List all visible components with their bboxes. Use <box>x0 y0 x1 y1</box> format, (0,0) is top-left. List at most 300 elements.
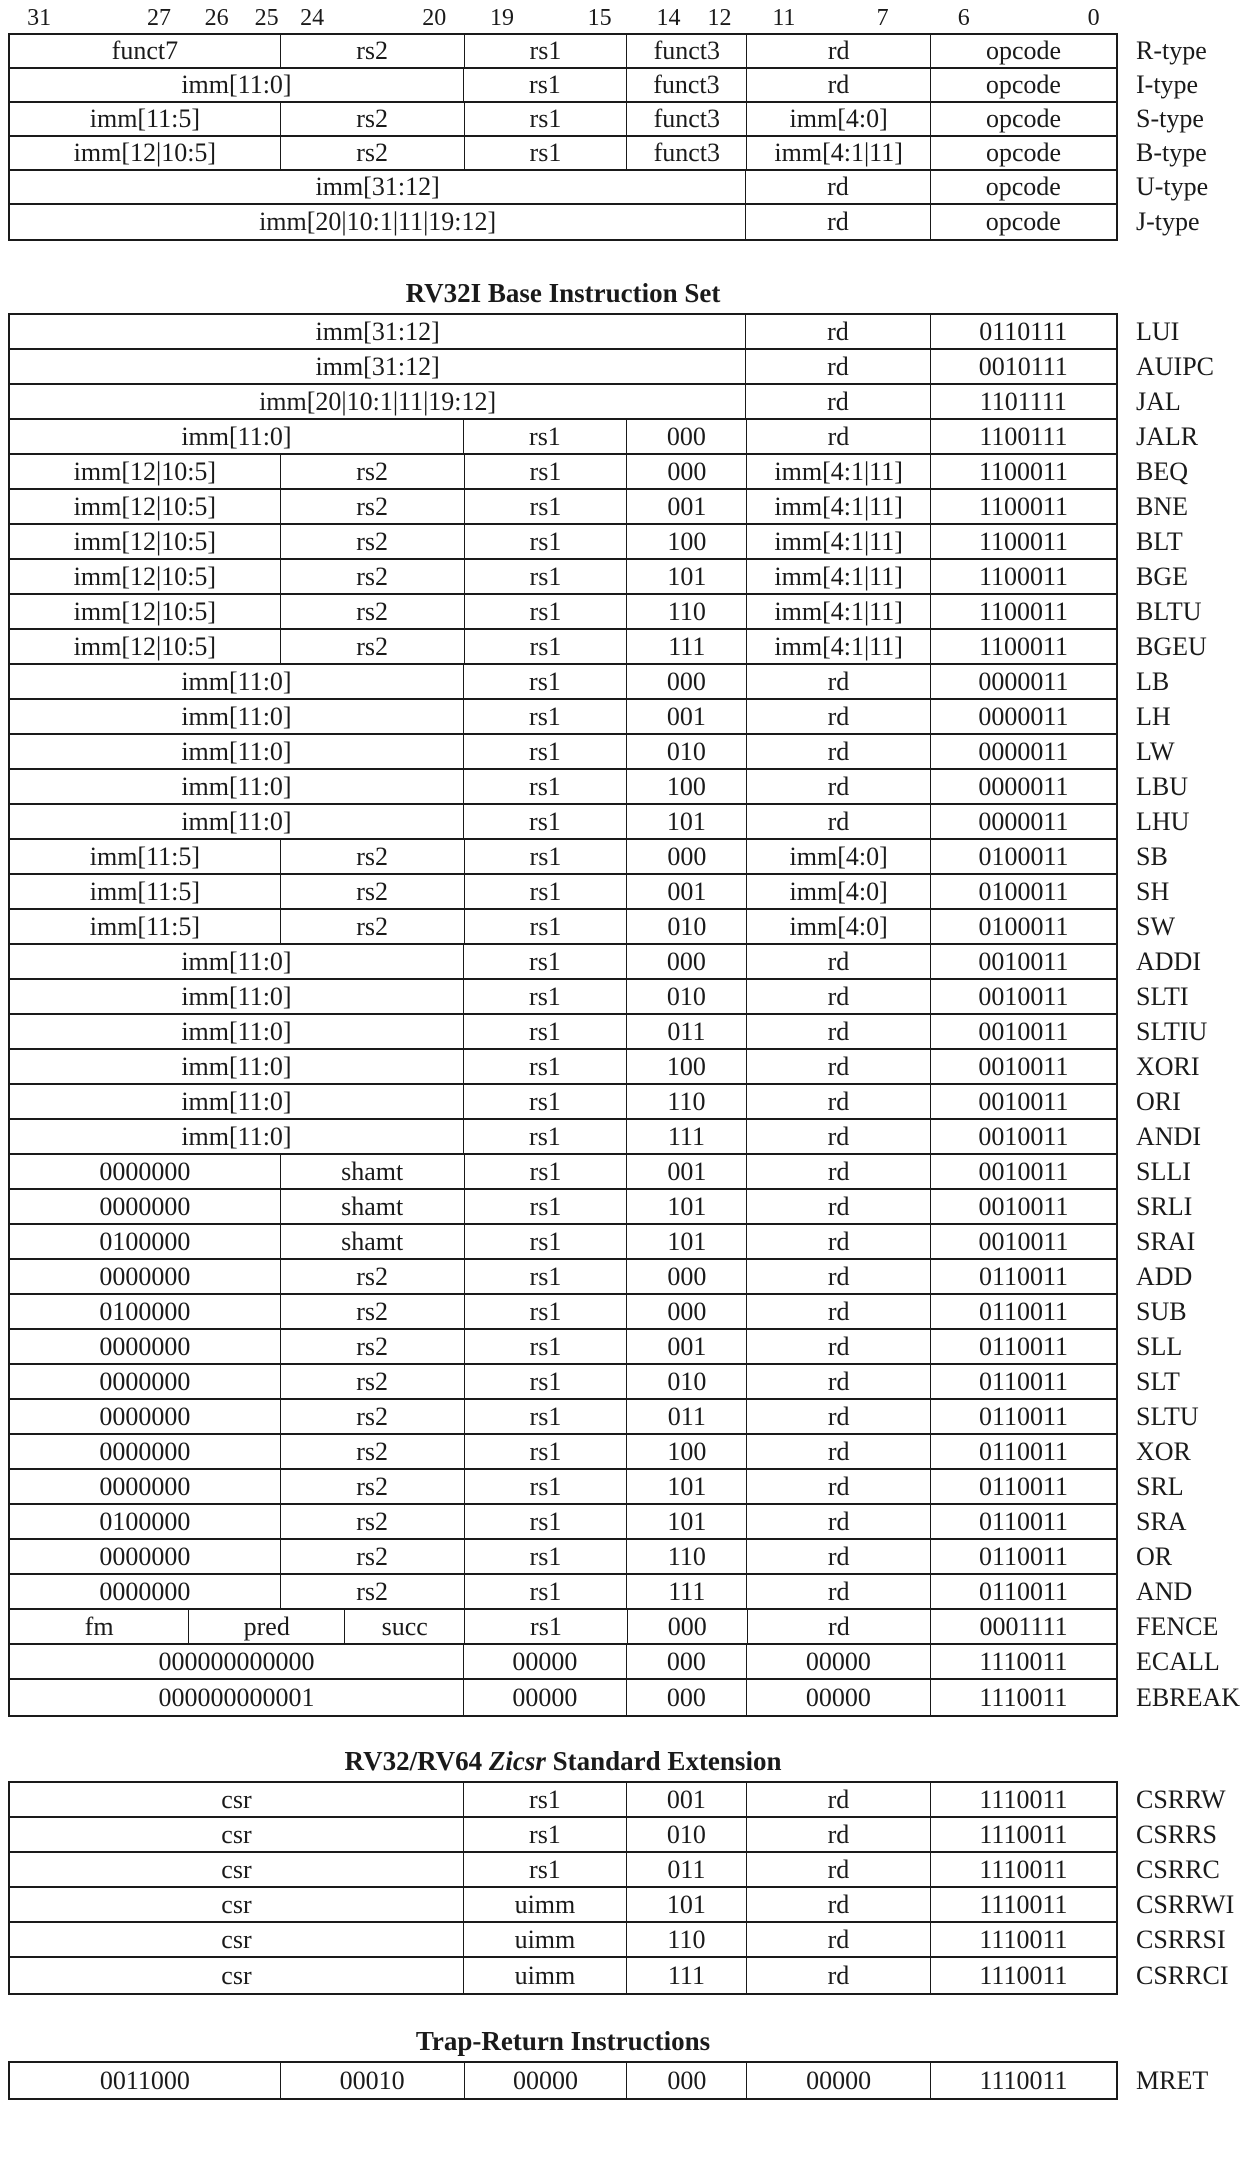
row-label: LUI <box>1136 316 1180 346</box>
row-label: CSRRWI <box>1136 1889 1235 1919</box>
field-rs1: rs1 <box>465 1365 628 1398</box>
field-rd: imm[4:0] <box>747 910 931 943</box>
bit-index: 31 <box>27 5 52 31</box>
field-funct3: 000 <box>627 945 747 978</box>
field-rs1: rs1 <box>464 1818 627 1851</box>
field-imm20: imm[20|10:1|11|19:12] <box>10 205 746 239</box>
instruction-row <box>10 1923 1226 1958</box>
field-rs1: 00000 <box>464 1680 627 1715</box>
field-imm12: csr <box>10 1958 464 1993</box>
field-rd: rd <box>747 945 931 978</box>
row-label: ECALL <box>1136 1646 1220 1676</box>
field-funct3: 001 <box>627 1330 747 1363</box>
field-imm12: imm[11:0] <box>10 665 464 698</box>
field-rs1: rs1 <box>464 805 627 838</box>
field-rd: rd <box>747 1120 931 1153</box>
instruction-row <box>10 1330 1183 1365</box>
field-opcode: opcode <box>985 36 1062 65</box>
field-funct7: imm[12|10:5] <box>10 595 281 628</box>
field-rs1: rs1 <box>464 1015 627 1048</box>
row-label: BGEU <box>1136 631 1207 661</box>
field-opcode: 0110011 <box>978 1331 1069 1361</box>
row-label: ORI <box>1136 1086 1181 1116</box>
field-funct7: imm[12|10:5] <box>10 137 281 169</box>
field-rd: imm[4:1|11] <box>747 595 931 628</box>
field-opcode: 0010011 <box>978 1191 1069 1221</box>
field-funct7: funct7 <box>10 35 281 67</box>
field-rd: 00000 <box>747 1680 931 1715</box>
instruction-row <box>10 1575 1193 1610</box>
field-rs1: rs1 <box>465 595 628 628</box>
field-funct3: 101 <box>627 1470 747 1503</box>
field-rs1: rs1 <box>465 1505 628 1538</box>
instruction-row <box>10 805 1190 840</box>
field-imm12: 000000000001 <box>10 1680 464 1715</box>
field-opcode: 1110011 <box>979 1682 1068 1712</box>
field-pred: pred <box>189 1610 345 1643</box>
instruction-row <box>10 735 1175 770</box>
field-rs1: rs1 <box>465 1330 628 1363</box>
field-funct3: 010 <box>627 980 747 1013</box>
field-imm12: imm[11:0] <box>10 945 464 978</box>
row-label: XOR <box>1136 1436 1191 1466</box>
instruction-row <box>10 700 1171 735</box>
row-label: FENCE <box>1136 1611 1219 1641</box>
field-funct3: funct3 <box>627 137 747 169</box>
field-rs2: rs2 <box>281 525 465 558</box>
row-label: LW <box>1136 736 1175 766</box>
field-opcode: 0110011 <box>978 1471 1069 1501</box>
instruction-row <box>10 980 1189 1015</box>
field-rs1: rs1 <box>465 630 628 663</box>
field-opcode: 1100011 <box>978 456 1069 486</box>
instruction-row <box>10 1888 1235 1923</box>
field-rd: rd <box>747 1015 931 1048</box>
field-opcode: 0110011 <box>978 1541 1069 1571</box>
field-rd: rd <box>747 1225 931 1258</box>
field-funct7: 0011000 <box>10 2063 281 2098</box>
field-opcode: 0110011 <box>978 1436 1069 1466</box>
field-imm20: imm[31:12] <box>10 350 746 383</box>
instruction-row <box>10 1680 1240 1715</box>
row-label: SUB <box>1136 1296 1187 1326</box>
field-opcode: 1100011 <box>978 526 1069 556</box>
instruction-format-table <box>8 33 1209 241</box>
field-funct3: 000 <box>627 420 747 453</box>
bit-index: 7 <box>876 5 889 31</box>
zicsr-title-prefix: RV32/RV64 <box>344 1746 489 1776</box>
field-imm12: imm[11:0] <box>10 420 464 453</box>
field-rs1: rs1 <box>465 1295 628 1328</box>
zicsr-title-italic: Zicsr <box>488 1746 546 1776</box>
field-rd: imm[4:0] <box>747 875 931 908</box>
row-label: J-type <box>1136 207 1200 236</box>
field-rs1: rs1 <box>465 840 628 873</box>
field-rs1: rs1 <box>464 1120 627 1153</box>
field-funct7: imm[12|10:5] <box>10 560 281 593</box>
field-funct3: 000 <box>627 665 747 698</box>
field-funct3: 000 <box>627 1295 747 1328</box>
row-label: ADD <box>1136 1261 1193 1291</box>
field-opcode: 0010011 <box>978 981 1069 1011</box>
field-opcode: 1100011 <box>978 596 1069 626</box>
field-rs2: rs2 <box>281 1505 465 1538</box>
field-rd: rd <box>747 1783 931 1816</box>
instruction-row <box>10 560 1188 595</box>
field-funct3: 000 <box>627 1645 747 1678</box>
field-funct3: 100 <box>627 1050 747 1083</box>
field-rd: rd <box>747 805 931 838</box>
field-imm12: csr <box>10 1923 464 1956</box>
field-rs1: rs1 <box>465 1435 628 1468</box>
row-label: SRA <box>1136 1506 1187 1536</box>
instruction-row <box>10 1610 1219 1645</box>
field-rs1: rs1 <box>464 700 627 733</box>
instruction-row <box>10 1435 1191 1470</box>
field-funct3: 001 <box>627 700 747 733</box>
field-opcode: 0010011 <box>978 1086 1069 1116</box>
field-opcode: 1100011 <box>978 561 1069 591</box>
field-opcode: 0110011 <box>978 1506 1069 1536</box>
field-rd: rd <box>747 35 931 67</box>
field-rd: rd <box>747 1295 931 1328</box>
field-rs1: rs1 <box>465 1225 628 1258</box>
trap-return-table <box>8 2061 1209 2100</box>
field-rd: rd <box>747 1470 931 1503</box>
instruction-row <box>10 1645 1220 1680</box>
field-opcode: 1110011 <box>979 1854 1068 1884</box>
field-rd: rd <box>747 1575 931 1608</box>
bit-index: 6 <box>957 5 970 31</box>
row-label: SW <box>1136 911 1175 941</box>
bit-index: 12 <box>707 5 732 31</box>
field-rs2: rs2 <box>281 1330 465 1363</box>
field-opcode: 0010111 <box>978 351 1068 381</box>
field-rd: rd <box>747 1190 931 1223</box>
instruction-row <box>10 875 1170 910</box>
field-opcode: 0010011 <box>978 1226 1069 1256</box>
row-label: OR <box>1136 1541 1173 1571</box>
field-funct7: 0000000 <box>10 1540 281 1573</box>
field-imm20: imm[31:12] <box>10 171 746 203</box>
field-funct3: 101 <box>627 1225 747 1258</box>
field-rs1: rs1 <box>465 525 628 558</box>
field-rd: rd <box>747 1155 931 1188</box>
field-rd: imm[4:0] <box>747 103 931 135</box>
field-funct7: 0000000 <box>10 1155 281 1188</box>
instruction-row <box>10 1540 1173 1575</box>
field-rd: rd <box>746 350 930 383</box>
field-rd: rd <box>747 1330 931 1363</box>
field-funct3: 011 <box>627 1853 747 1886</box>
bit-index: 15 <box>587 5 612 31</box>
field-funct3: 001 <box>627 1155 747 1188</box>
field-funct7: 0000000 <box>10 1365 281 1398</box>
field-rs1: rs1 <box>465 560 628 593</box>
instruction-row <box>10 1120 1201 1155</box>
row-label: CSRRS <box>1136 1819 1217 1849</box>
field-rs1: rs1 <box>465 1540 628 1573</box>
rv32i-table <box>8 313 1240 1717</box>
instruction-row <box>10 1470 1184 1505</box>
row-label: I-type <box>1136 70 1199 99</box>
field-funct7: imm[11:5] <box>10 875 281 908</box>
instruction-row <box>10 1295 1187 1330</box>
field-rs1: rs1 <box>465 1470 628 1503</box>
field-rs1: rs1 <box>464 1050 627 1083</box>
field-opcode: 1110011 <box>979 1924 1068 1954</box>
field-funct3: 001 <box>627 875 747 908</box>
field-opcode: 1100011 <box>978 491 1069 521</box>
field-funct7: 0000000 <box>10 1400 281 1433</box>
field-funct3: 010 <box>627 1365 747 1398</box>
bit-index: 27 <box>146 5 171 31</box>
row-label: EBREAK <box>1136 1682 1240 1712</box>
field-rd: rd <box>747 980 931 1013</box>
row-label: LH <box>1136 701 1171 731</box>
bit-index: 11 <box>772 5 796 31</box>
field-opcode: 0000011 <box>978 701 1069 731</box>
field-rs2: rs2 <box>281 910 465 943</box>
field-rs2: rs2 <box>281 1365 465 1398</box>
field-rs1: uimm <box>464 1958 627 1993</box>
field-rd: rd <box>747 1923 931 1956</box>
field-opcode: 0110011 <box>978 1261 1069 1291</box>
bit-index: 19 <box>489 5 514 31</box>
field-funct3: 111 <box>627 1958 747 1993</box>
row-label: U-type <box>1136 172 1209 201</box>
field-funct7: 0000000 <box>10 1260 281 1293</box>
field-rs1: rs1 <box>464 1085 627 1118</box>
field-funct7: 0100000 <box>10 1225 281 1258</box>
field-funct3: 111 <box>627 1575 747 1608</box>
field-funct3: 000 <box>627 1680 747 1715</box>
instruction-row <box>10 770 1188 805</box>
field-rs1: uimm <box>464 1888 627 1921</box>
field-funct3: 100 <box>627 770 747 803</box>
field-rs2: rs2 <box>281 875 465 908</box>
field-rd: rd <box>747 665 931 698</box>
instruction-row <box>10 350 1215 385</box>
field-opcode: 0110011 <box>978 1401 1069 1431</box>
row-label: SLTI <box>1136 981 1189 1011</box>
field-rs2: shamt <box>281 1225 465 1258</box>
field-opcode: opcode <box>985 172 1061 201</box>
field-rs1: rs1 <box>465 1400 628 1433</box>
instruction-reference-sheet <box>8 4 1240 2100</box>
field-opcode: 1110011 <box>979 1889 1068 1919</box>
field-opcode: 0000011 <box>978 806 1069 836</box>
field-funct3: 000 <box>627 2063 747 2098</box>
field-funct3: 000 <box>627 840 747 873</box>
field-opcode: opcode <box>985 70 1061 99</box>
field-rs1: rs1 <box>464 1853 627 1886</box>
field-rs1: rs1 <box>464 735 627 768</box>
field-rd: rd <box>746 171 930 203</box>
row-label: SRLI <box>1136 1191 1193 1221</box>
field-rd: rd <box>746 385 930 418</box>
field-funct3: 101 <box>627 1505 747 1538</box>
field-opcode: 1110011 <box>979 1819 1068 1849</box>
row-label: SH <box>1136 876 1170 906</box>
row-label: CSRRW <box>1136 1784 1226 1814</box>
field-rs1: rs1 <box>464 770 627 803</box>
field-rd: rd <box>747 1958 931 1993</box>
field-imm12: imm[11:0] <box>10 69 464 101</box>
instruction-row <box>10 490 1188 525</box>
field-opcode: opcode <box>985 104 1062 133</box>
instruction-row <box>10 840 1168 875</box>
field-funct3: 010 <box>627 910 747 943</box>
field-opcode: 1110011 <box>979 1784 1068 1814</box>
field-rd: rd <box>747 770 931 803</box>
field-rs2: rs2 <box>281 103 465 135</box>
instruction-row <box>10 1853 1220 1888</box>
instruction-row <box>10 630 1207 665</box>
field-rs2: rs2 <box>281 1295 465 1328</box>
bit-index: 14 <box>656 5 681 31</box>
field-rd: rd <box>747 1540 931 1573</box>
instruction-row <box>10 595 1202 630</box>
instruction-row <box>10 69 1199 103</box>
instruction-row <box>10 1365 1180 1400</box>
row-label: BLTU <box>1136 596 1202 626</box>
field-imm12: imm[11:0] <box>10 980 464 1013</box>
field-imm12: csr <box>10 1888 464 1921</box>
bit-index: 0 <box>1087 5 1100 31</box>
instruction-row <box>10 1155 1191 1190</box>
instruction-row <box>10 945 1201 980</box>
instruction-row <box>10 315 1180 350</box>
field-rd: rd <box>747 1260 931 1293</box>
row-label: JALR <box>1136 421 1199 451</box>
field-rs2: rs2 <box>281 35 465 67</box>
field-rd: rd <box>746 315 930 348</box>
instruction-row <box>10 1015 1208 1050</box>
row-label: SLT <box>1136 1366 1180 1396</box>
field-funct7: imm[12|10:5] <box>10 455 281 488</box>
field-rs1: rs1 <box>465 490 628 523</box>
field-rd: rd <box>747 1818 931 1851</box>
row-label: SLTU <box>1136 1401 1199 1431</box>
field-opcode: 0010011 <box>978 1016 1069 1046</box>
row-label: ANDI <box>1136 1121 1201 1151</box>
instruction-row <box>10 1085 1181 1120</box>
field-funct7: 0000000 <box>10 1470 281 1503</box>
field-rd: imm[4:1|11] <box>747 455 931 488</box>
field-funct7: 0000000 <box>10 1190 281 1223</box>
row-label: SB <box>1136 841 1168 871</box>
field-funct3: funct3 <box>627 35 747 67</box>
row-label: B-type <box>1136 138 1207 167</box>
field-opcode: 0000011 <box>978 736 1069 766</box>
field-rd: imm[4:0] <box>747 840 931 873</box>
bit-index: 20 <box>422 5 447 31</box>
field-funct3: 010 <box>627 735 747 768</box>
field-funct3: 011 <box>627 1400 747 1433</box>
field-imm12: csr <box>10 1783 464 1816</box>
row-label: BGE <box>1136 561 1188 591</box>
field-funct3: 101 <box>627 805 747 838</box>
field-rd: imm[4:1|11] <box>747 630 931 663</box>
field-opcode: 0100011 <box>978 841 1069 871</box>
field-opcode: opcode <box>985 207 1061 236</box>
field-rd: rd <box>747 1853 931 1886</box>
field-funct7: imm[11:5] <box>10 910 281 943</box>
field-rs2: rs2 <box>281 840 465 873</box>
field-opcode: 1110011 <box>979 1646 1068 1676</box>
field-funct3: 001 <box>627 1783 747 1816</box>
row-label: AND <box>1136 1576 1193 1606</box>
field-funct3: 100 <box>627 525 747 558</box>
field-rd: rd <box>747 700 931 733</box>
field-opcode: 1110011 <box>979 2065 1068 2095</box>
field-rd: rd <box>747 1085 931 1118</box>
field-rs1: rs1 <box>464 980 627 1013</box>
field-rs1: rs1 <box>465 455 628 488</box>
row-label: S-type <box>1136 104 1204 133</box>
field-opcode: 1100111 <box>979 421 1068 451</box>
field-opcode: 0010011 <box>978 946 1069 976</box>
field-funct7: imm[12|10:5] <box>10 490 281 523</box>
instruction-row <box>10 420 1199 455</box>
row-label: LB <box>1136 666 1170 696</box>
field-rs1: rs1 <box>465 35 628 67</box>
field-rd: imm[4:1|11] <box>747 525 931 558</box>
field-rd: rd <box>747 1365 931 1398</box>
field-funct7: imm[12|10:5] <box>10 525 281 558</box>
field-rs1: rs1 <box>464 69 627 101</box>
field-opcode: 0010011 <box>978 1156 1069 1186</box>
field-rd: imm[4:1|11] <box>747 490 931 523</box>
row-label: SRAI <box>1136 1226 1196 1256</box>
field-funct3: 101 <box>627 1190 747 1223</box>
field-opcode: 1100011 <box>978 631 1069 661</box>
field-funct7: imm[11:5] <box>10 103 281 135</box>
field-rs1: rs1 <box>465 1575 628 1608</box>
instruction-row <box>10 1505 1187 1540</box>
field-imm12: 000000000000 <box>10 1645 464 1678</box>
row-label: SLL <box>1136 1331 1183 1361</box>
field-rs1: rs1 <box>465 1190 628 1223</box>
field-rd: rd <box>748 1610 932 1643</box>
field-rs2: rs2 <box>281 1260 465 1293</box>
instruction-row <box>10 1783 1226 1818</box>
field-rd: rd <box>747 1050 931 1083</box>
instruction-row <box>10 1400 1199 1435</box>
field-funct7: 0100000 <box>10 1295 281 1328</box>
instruction-row <box>10 103 1204 137</box>
instruction-row <box>10 1818 1217 1853</box>
field-imm12: imm[11:0] <box>10 1120 464 1153</box>
field-opcode: 0110011 <box>978 1576 1069 1606</box>
field-funct3: 010 <box>627 1818 747 1851</box>
instruction-row <box>10 1958 1229 1993</box>
bit-index: 25 <box>254 5 279 31</box>
field-rd: rd <box>747 1435 931 1468</box>
field-opcode: 0010011 <box>978 1051 1069 1081</box>
field-opcode: 0100011 <box>978 911 1069 941</box>
field-rs2: rs2 <box>281 1400 465 1433</box>
field-opcode: 0110011 <box>978 1366 1069 1396</box>
row-label: CSRRSI <box>1136 1924 1226 1954</box>
field-funct3: 110 <box>627 1540 747 1573</box>
field-rs1: rs1 <box>465 1155 628 1188</box>
field-rs1: rs1 <box>465 1610 628 1643</box>
row-label: MRET <box>1136 2065 1209 2095</box>
field-rs2: rs2 <box>281 490 465 523</box>
field-rd: rd <box>747 1888 931 1921</box>
